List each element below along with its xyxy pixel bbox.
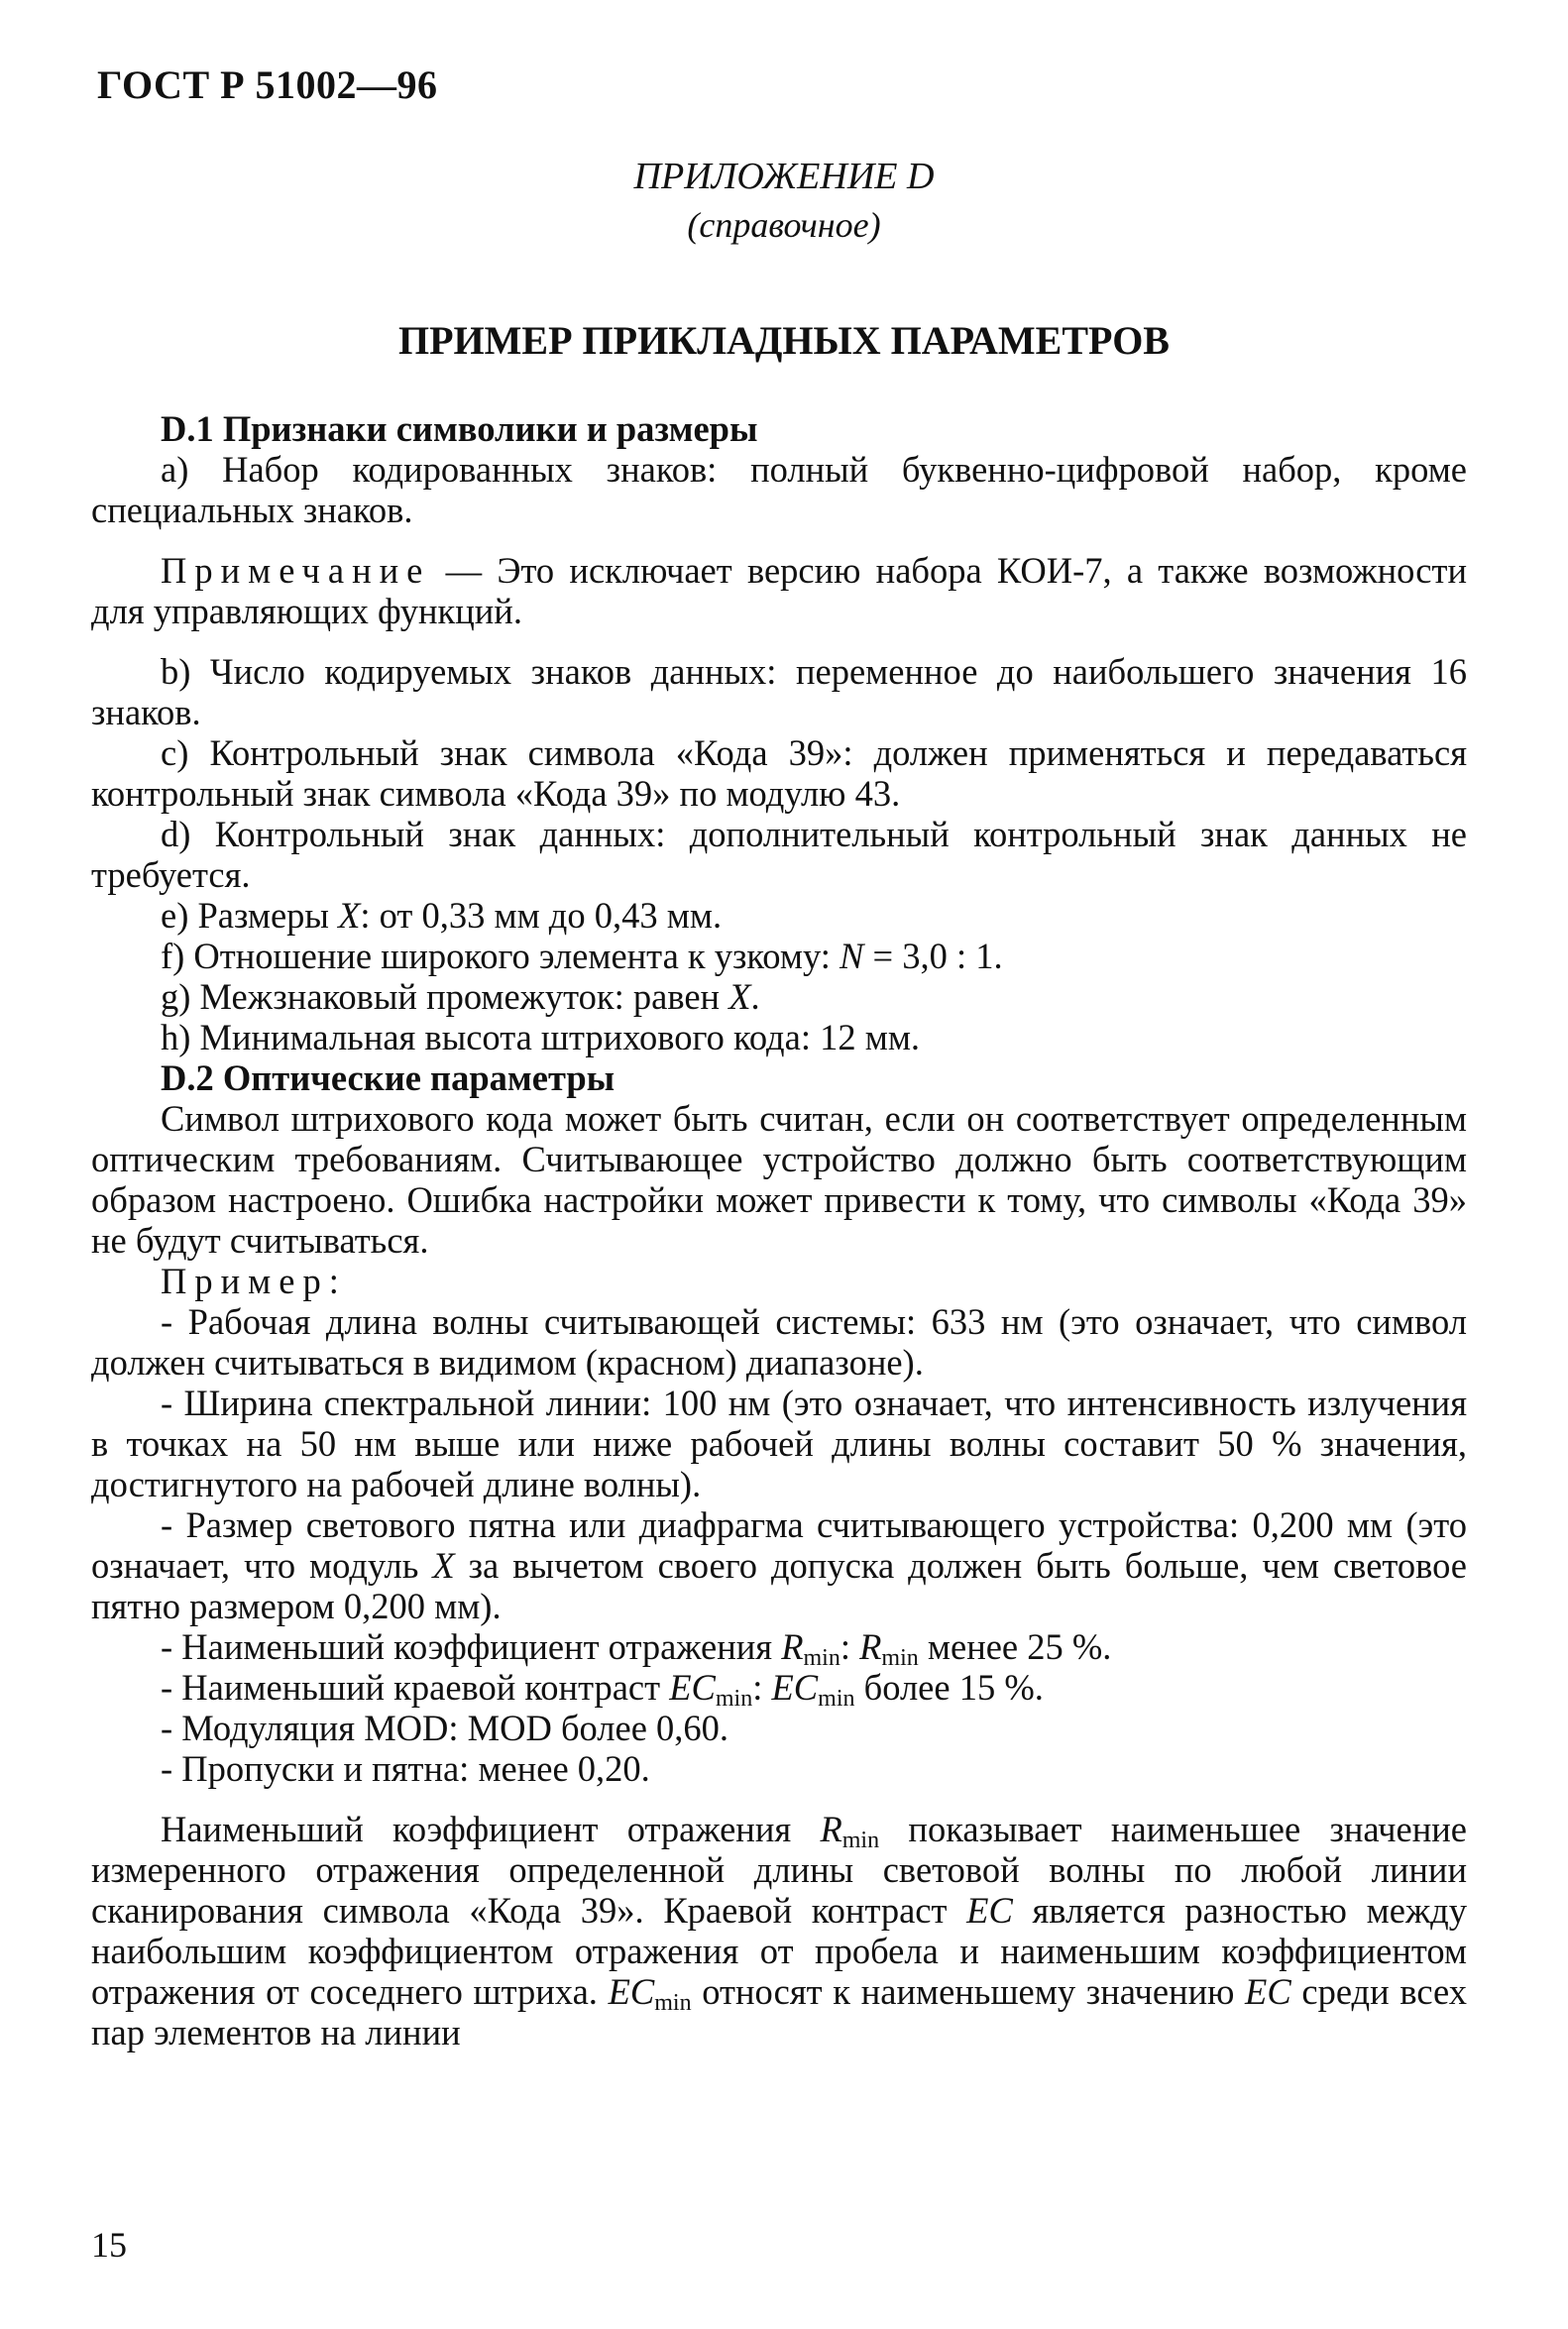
item-g: g) Межзнаковый промежуток: равен X. (161, 976, 760, 1017)
item-a: а) Набор кодированных знаков: полный буквенно-цифровой набор, кроме специальных знаков. (91, 449, 1467, 530)
page-title: ПРИМЕР ПРИКЛАДНЫХ ПАРАМЕТРОВ (398, 318, 1170, 363)
d2-paragraph: Наименьший коэффициент отражения $R_{min}$ показывает наименьшее значение измеренного отражения определенной длины световой волны по любой линии сканирования символа «Кода 39». Краевой контраст EC является разностью между наибольшим коэффициентом отражения от пробела и наименьшим коэффициентом отражения от соседнего штриха. $EC_{min}$ относят к наименьшему значению EC среди всех пар элементов на линии (91, 1809, 1467, 2052)
note-label: Примечание (161, 550, 431, 591)
example-item-2: - Ширина спектральной линии: 100 нм (это означает, что интенсивность излучения в точках на 50 нм выше или ниже рабочей длины волны составит 50 % значения, достигнутого на рабочей длине волны). (91, 1383, 1467, 1504)
item-f: f) Отношение широкого элемента к узкому: N = 3,0 : 1. (161, 936, 1003, 976)
example-item-6: - Модуляция MOD: MOD более 0,60. (161, 1708, 729, 1748)
item-h: h) Минимальная высота штрихового кода: 12 мм. (161, 1017, 921, 1057)
item-b: b) Число кодируемых знаков данных: переменное до наибольшего значения 16 знаков. (91, 651, 1467, 732)
example-item-7: - Пропуски и пятна: менее 0,20. (161, 1748, 650, 1789)
page-number: 15 (91, 2225, 127, 2265)
example-item-4: - Наименьший коэффициент отражения $R_{min}$: $R_{min}$ менее 25 %. (161, 1626, 1112, 1671)
item-e: e) Размеры X: от 0,33 мм до 0,43 мм. (161, 895, 723, 936)
item-d: d) Контрольный знак данных: дополнительный контрольный знак данных не требуется. (91, 814, 1467, 895)
d2-intro: Символ штрихового кода может быть считан, если он соответствует определенным оптическим требованиям. Считывающее устройство должно быть соответствующим образом настроено. Ошибка настройки может привести к тому, что символы «Кода 39» не будут считываться. (91, 1098, 1467, 1261)
example-item-5: - Наименьший краевой контраст $EC_{min}$: $EC_{min}$ более 15 %. (161, 1667, 1044, 1712)
document-body (91, 408, 1467, 2052)
example-item-3: - Размер светового пятна или диафрагма считывающего устройства: 0,200 мм (это означает, что модуль X за вычетом своего допуска должен быть больше, чем световое пятно размером 0,200 мм). (91, 1504, 1467, 1626)
section-heading-d2: D.2 Оптические параметры (161, 1057, 616, 1098)
standard-number: ГОСТ Р 51002—96 (97, 62, 438, 107)
appendix-title: ПРИЛОЖЕНИЕ D (633, 156, 935, 197)
appendix-subtitle: (справочное) (687, 205, 881, 245)
section-heading-d1: D.1 Признаки символики и размеры (161, 408, 758, 449)
item-c: c) Контрольный знак символа «Кода 39»: должен применяться и передаваться контрольный знак символа «Кода 39» по модулю 43. (91, 732, 1467, 814)
note (91, 550, 1467, 631)
example-item-1: - Рабочая длина волны считывающей системы: 633 нм (это означает, что символ должен считываться в видимом (красном) диапазоне). (91, 1301, 1467, 1383)
example-label: Пример: (161, 1261, 347, 1301)
note-text: — Это исключает версию набора КОИ-7, а также возможности для управляющих функций. (91, 550, 1467, 631)
